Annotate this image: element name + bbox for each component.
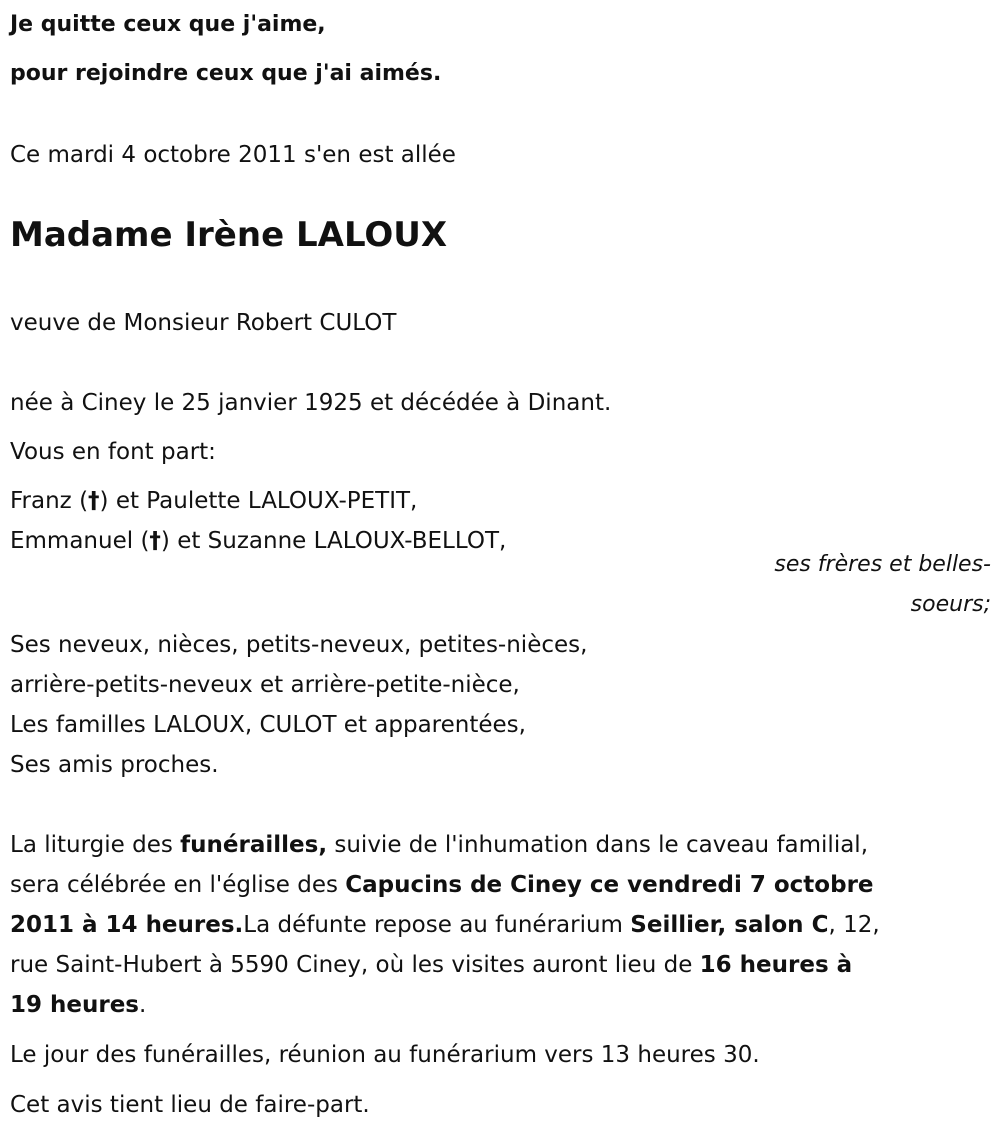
- funeral-line-5: [10, 990, 146, 1020]
- funeral-text: , 12,: [828, 912, 880, 938]
- couple2-first: Emmanuel (: [10, 528, 150, 554]
- family-other-4: Ses amis proches.: [10, 752, 219, 778]
- funeral-text: rue Saint-Hubert à 5590 Ciney, où les visites auront lieu de: [10, 952, 700, 978]
- funeral-keyword: funérailles,: [180, 832, 328, 858]
- funeral-text: sera célébrée en l'église des: [10, 872, 346, 898]
- cross-icon: †: [149, 528, 161, 554]
- family-other-2: arrière-petits-neveux et arrière-petite-nièce,: [10, 672, 520, 698]
- family-couple-2: [10, 526, 506, 556]
- funerarium-name: Seillier, salon C: [630, 912, 829, 938]
- couple1-rest: ) et Paulette LALOUX-PETIT,: [99, 488, 418, 514]
- cross-icon: †: [88, 488, 100, 514]
- announce-text: Vous en font part:: [10, 439, 216, 465]
- funeral-text: .: [139, 992, 147, 1018]
- deceased-name: Madame Irène LALOUX: [10, 215, 448, 255]
- birth-death: née à Ciney le 25 janvier 1925 et décédée à Dinant.: [10, 390, 612, 416]
- funeral-text: La liturgie des: [10, 832, 181, 858]
- quote-line-1: Je quitte ceux que j'aime,: [10, 12, 326, 37]
- funeral-line-1: [10, 830, 868, 860]
- reunion-text: Le jour des funérailles, réunion au funérarium vers 13 heures 30.: [10, 1042, 760, 1068]
- funeral-text: suivie de l'inhumation dans le caveau familial,: [327, 832, 869, 858]
- visit-hours-start: 16 heures à: [699, 952, 853, 978]
- family-other-3: Les familles LALOUX, CULOT et apparentées,: [10, 712, 526, 738]
- funeral-time: 2011 à 14 heures.: [10, 912, 244, 938]
- relation-line-2: soeurs;: [910, 592, 991, 617]
- couple2-rest: ) et Suzanne LALOUX-BELLOT,: [160, 528, 507, 554]
- visit-hours-end: 19 heures: [10, 992, 139, 1018]
- funeral-text: La défunte repose au funérarium: [243, 912, 631, 938]
- widow-of: veuve de Monsieur Robert CULOT: [10, 310, 397, 336]
- funeral-line-2: [10, 870, 874, 900]
- quote-line-2: pour rejoindre ceux que j'ai aimés.: [10, 61, 442, 86]
- relation-line-1: ses frères et belles-: [774, 552, 991, 577]
- funeral-place-date: Capucins de Ciney ce vendredi 7 octobre: [345, 872, 874, 898]
- closing-text: Cet avis tient lieu de faire-part.: [10, 1092, 370, 1118]
- couple1-first: Franz (: [10, 488, 89, 514]
- intro-text: Ce mardi 4 octobre 2011 s'en est allée: [10, 142, 456, 168]
- family-other-1: Ses neveux, nièces, petits-neveux, petites-nièces,: [10, 632, 588, 658]
- family-couple-1: [10, 486, 417, 516]
- funeral-line-3: [10, 910, 880, 940]
- funeral-line-4: [10, 950, 852, 980]
